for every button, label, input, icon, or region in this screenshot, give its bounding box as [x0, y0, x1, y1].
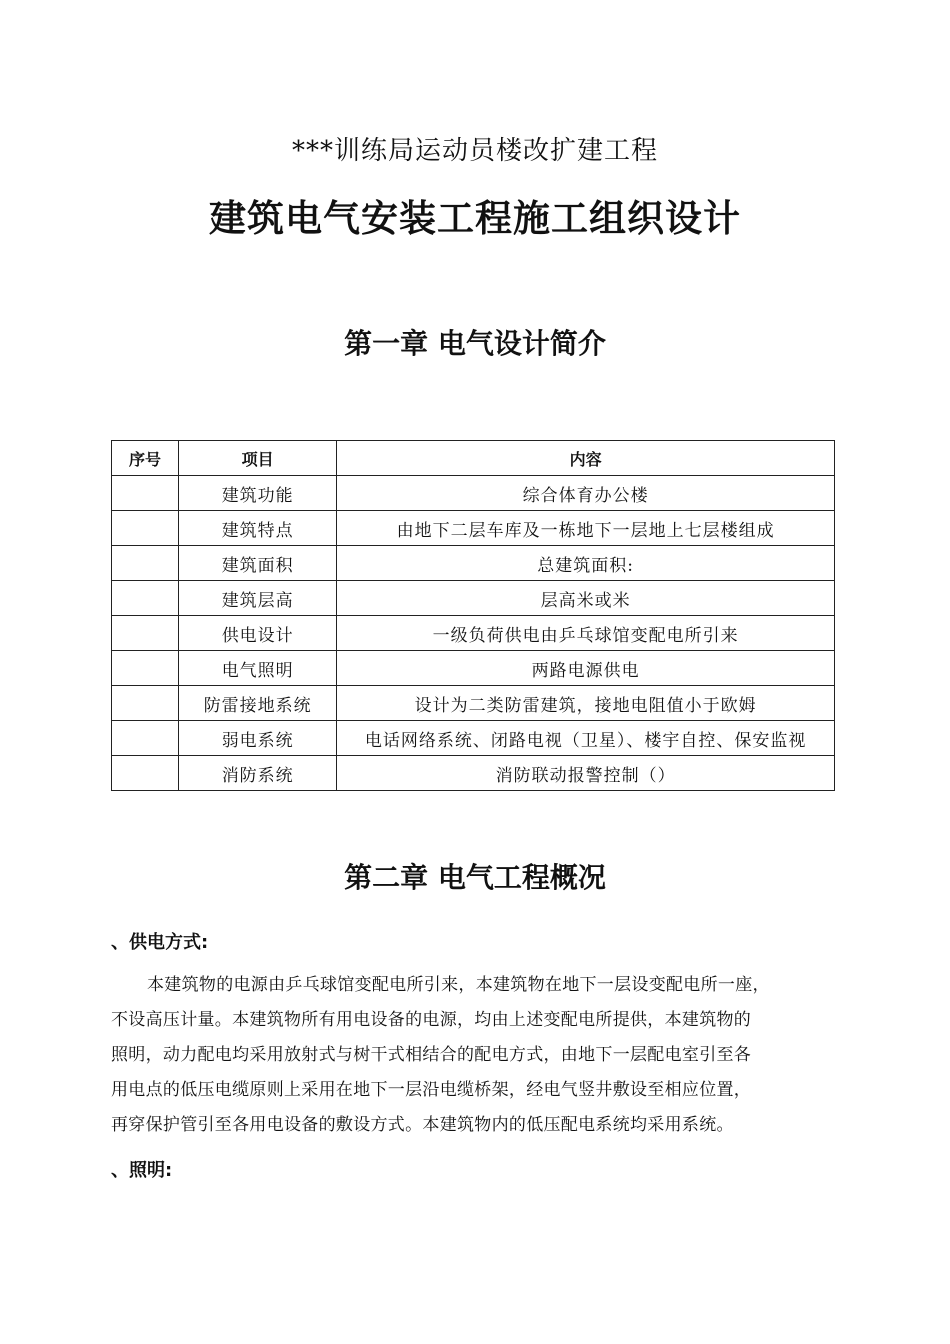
document-subtitle: ***训练局运动员楼改扩建工程	[291, 136, 658, 166]
cell-item: 建筑层高	[179, 581, 337, 616]
header-content: 内容	[337, 441, 835, 476]
cell-seq	[112, 546, 179, 581]
header-item: 项目	[179, 441, 337, 476]
cell-seq	[112, 511, 179, 546]
table-row	[112, 581, 835, 616]
paragraph-line: 本建筑物的电源由乒乓球馆变配电所引来，本建筑物在地下一层设变配电所一座，	[147, 975, 770, 995]
cell-seq	[112, 616, 179, 651]
paragraph-line: 用电点的低压电缆原则上采用在地下一层沿电缆桥架，经电气竖井敷设至相应位置，	[111, 1080, 752, 1100]
table-row	[112, 616, 835, 651]
table-row	[112, 651, 835, 686]
cell-item: 弱电系统	[179, 721, 337, 756]
cell-content: 设计为二类防雷建筑，接地电阻值小于欧姆	[337, 686, 835, 721]
table-row	[112, 686, 835, 721]
header-seq: 序号	[112, 441, 179, 476]
cell-item: 消防系统	[179, 756, 337, 791]
cell-item: 建筑功能	[179, 476, 337, 511]
cell-content: 综合体育办公楼	[337, 476, 835, 511]
cell-content: 电话网络系统、闭路电视（卫星）、楼宇自控、保安监视	[337, 721, 835, 756]
chapter-2-heading: 第二章 电气工程概况	[344, 861, 606, 894]
cell-seq	[112, 756, 179, 791]
design-summary-table	[111, 440, 835, 791]
cell-item: 供电设计	[179, 616, 337, 651]
paragraph-line: 不设高压计量。本建筑物所有用电设备的电源，均由上述变配电所提供，本建筑物的	[111, 1010, 752, 1030]
table-row	[112, 476, 835, 511]
table-row	[112, 511, 835, 546]
document-title: 建筑电气安装工程施工组织设计	[209, 197, 741, 240]
table-row	[112, 721, 835, 756]
section-heading-lighting: 、照明:	[111, 1160, 173, 1181]
table-row	[112, 756, 835, 791]
cell-seq	[112, 721, 179, 756]
power-supply-paragraph	[111, 968, 839, 1143]
cell-content: 一级负荷供电由乒乓球馆变配电所引来	[337, 616, 835, 651]
cell-content: 消防联动报警控制（）	[337, 756, 835, 791]
cell-item: 建筑面积	[179, 546, 337, 581]
cell-seq	[112, 651, 179, 686]
cell-content: 由地下二层车库及一栋地下一层地上七层楼组成	[337, 511, 835, 546]
cell-item: 防雷接地系统	[179, 686, 337, 721]
cell-item: 电气照明	[179, 651, 337, 686]
cell-content: 两路电源供电	[337, 651, 835, 686]
cell-content: 总建筑面积:	[337, 546, 835, 581]
cell-item: 建筑特点	[179, 511, 337, 546]
chapter-1-heading: 第一章 电气设计简介	[344, 327, 606, 360]
cell-seq	[112, 581, 179, 616]
paragraph-line: 再穿保护管引至各用电设备的敷设方式。本建筑物内的低压配电系统均采用系统。	[111, 1115, 734, 1135]
table-header-row	[112, 441, 835, 476]
table-row	[112, 546, 835, 581]
section-heading-power-supply: 、供电方式:	[111, 932, 209, 953]
cell-seq	[112, 476, 179, 511]
cell-content: 层高米或米	[337, 581, 835, 616]
cell-seq	[112, 686, 179, 721]
paragraph-line: 照明，动力配电均采用放射式与树干式相结合的配电方式，由地下一层配电室引至各	[111, 1045, 752, 1065]
